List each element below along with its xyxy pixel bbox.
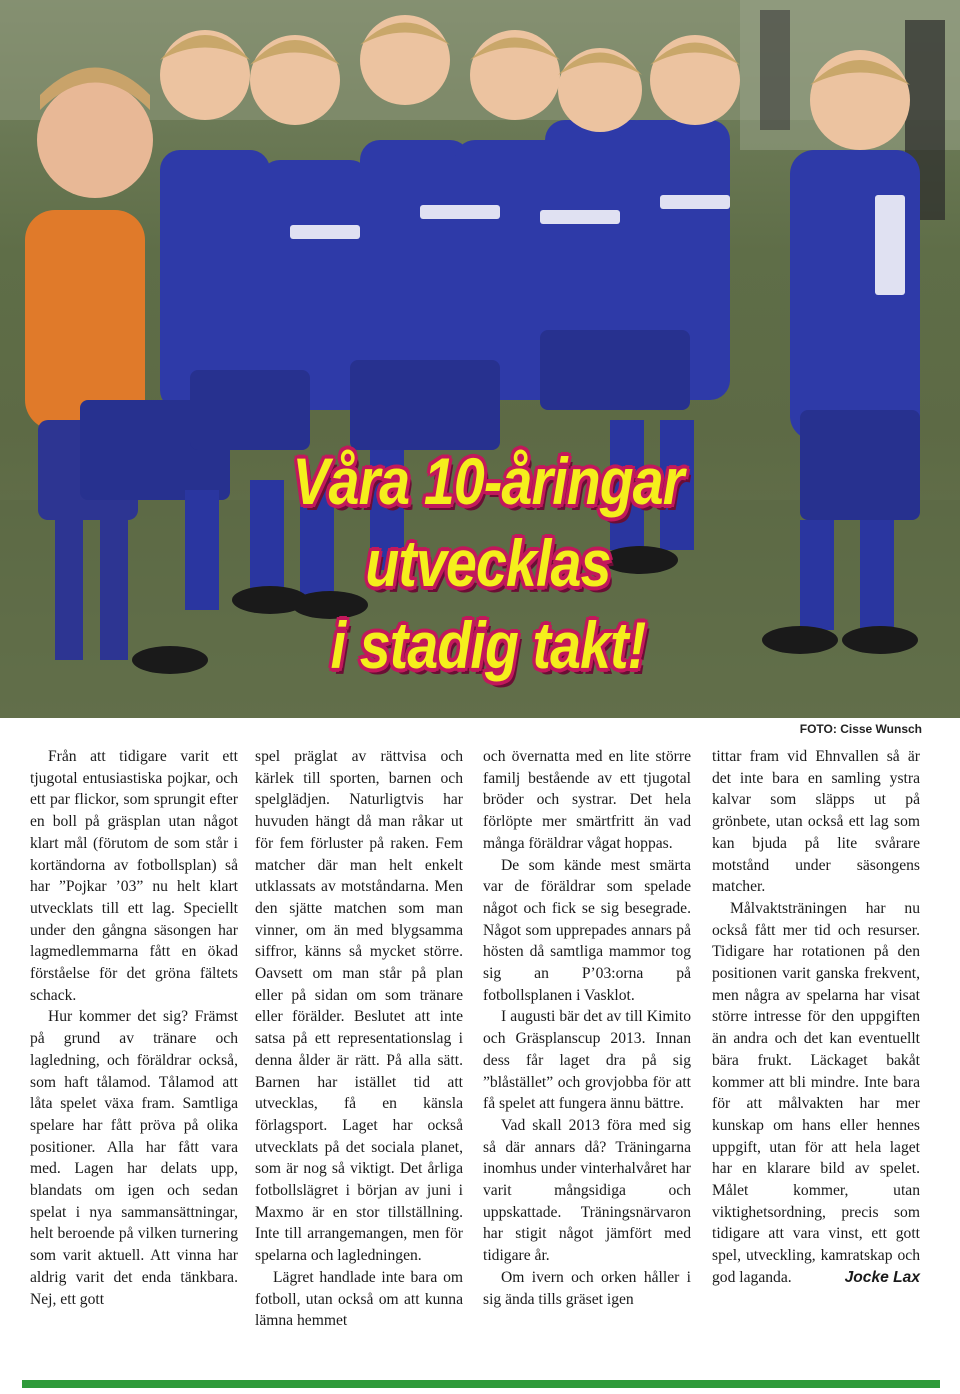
paragraph: I augusti bär det av till Kimito och Gräsplanscup 2013. Innan dess får laget dra på sig ”blåstället” och grovjobba för att få spelet att fungera ännu bättre. xyxy=(483,1008,691,1113)
author-signature: Jocke Lax xyxy=(844,1268,920,1286)
paragraph: Från att tidigare varit ett tjugotal entusiastiska pojkar, och ett par flickor, som sprungit efter en boll på gräsplan utan något klart mål (förutom de som står i kortändorna av fotbollsplan) så har ”Pojkar ’03” nu helt klart utvecklats till ett lag. Speciellt under den gångna säsongen har lagmedlemmarna fått en ökad förståelse för det gröna fältets schack. xyxy=(30,748,238,1004)
paragraph: Hur kommer det sig? Främst på grund av tränare och lagledning, och föräldrar också, som haft tålamod. Tålamod att låta spelet växa fram. Samtliga spelare har fått pröva på olika positioner. Alla har fått vara med. Lagen har delats upp, blandats om igen och sedan spelat i nya sammansättningar, helt beroende på vilken turnering som varit aktuell. Att vinna har aldrig varit det enda tänkbara. Nej, ett gott xyxy=(30,1008,238,1308)
paragraph-text: Målvaktsträningen har nu också fått mer tid och resurser. Tidigare har rotationen på den positionen varit ganska frekvent, men några av spelarna har visat större intresse för den uppgiften än andra och det kan eventuellt bära frukt. Läckaget bakåt kommer att bli mindre. Inte bara för att målvakten har mer kunskap om hans eller hennes uppgift, utan för att hela laget har en klarare bild av spelet. Målet kommer, utan viktighetsordning, precis som tidigare att vara vinst, ett gott spel, utveckling, kamratskap och god laganda. xyxy=(712,899,920,1286)
text-column-1 xyxy=(30,746,238,1310)
paragraph: Vad skall 2013 föra med sig så där annars då? Träningarna inomhus under vinterhalvåret har varit mångsidiga och uppskattade. Träningsnärvaron har stigit något jämfört med tidigare år. xyxy=(483,1116,691,1265)
headline-line-2: utvecklas xyxy=(365,526,611,600)
headline-line-3: i stadig takt! xyxy=(330,608,646,682)
photo-credit: FOTO: Cisse Wunsch xyxy=(799,722,922,736)
headline-line-1: Våra 10-åringar xyxy=(292,444,684,518)
paragraph xyxy=(712,898,920,1289)
paragraph: och övernatta med en lite större familj bestående av ett tjugotal bröder och systrar. Det hela förlöpte mer smärtfritt än vad många föräldrar vågat hoppas. xyxy=(483,748,691,852)
text-column-2 xyxy=(255,746,463,1332)
text-column-3 xyxy=(483,746,691,1310)
article-headline xyxy=(270,440,707,686)
text-column-4 xyxy=(712,746,920,1289)
paragraph: De som kände mest smärta var de föräldrar som spelade något och fick se sig besegrade. Något som upprepades annars på hösten då samtliga mammor tog sig an P’03:orna på fotbollsplanen i Vasklot. xyxy=(483,856,691,1004)
paragraph: tittar fram vid Ehnvallen så är det inte bara en samling ystra kalvar som släpps ut på grönbete, utan också ett lag som kan bjuda på lite svårare motstånd under säsongens matcher. xyxy=(712,748,920,896)
bottom-rule xyxy=(22,1380,940,1388)
paragraph: Om ivern och orken håller i sig ända tills gräset igen xyxy=(483,1268,691,1308)
paragraph: Lägret handlade inte bara om fotboll, utan också om att kunna lämna hemmet xyxy=(255,1268,463,1330)
paragraph: spel präglat av rättvisa och kärlek till sporten, barnen och spelglädjen. Naturligtvis har huvuden hängt då man råkar ut för fem förluster på raken. Fem matcher där man helt enkelt utklassats av motståndarna. Men den sjätte matchen som man vinner, om än med blygsamma siffror, känns så mycket större. Oavsett om man står på plan eller på sidan om som tränare eller förälder. Beslutet att inte satsa på ett representationslag i denna ålder är rätt. På alla sätt. Barnen har istället tid att utvecklas, få en känsla förlagsport. Laget har också utvecklats på det sociala planet, som är nog så viktigt. Det årliga fotbollslägret i början av juni i Maxmo är en stor tillställning. Inte till arrangemangen, men för spelarna och lagledningen. xyxy=(255,748,463,1265)
